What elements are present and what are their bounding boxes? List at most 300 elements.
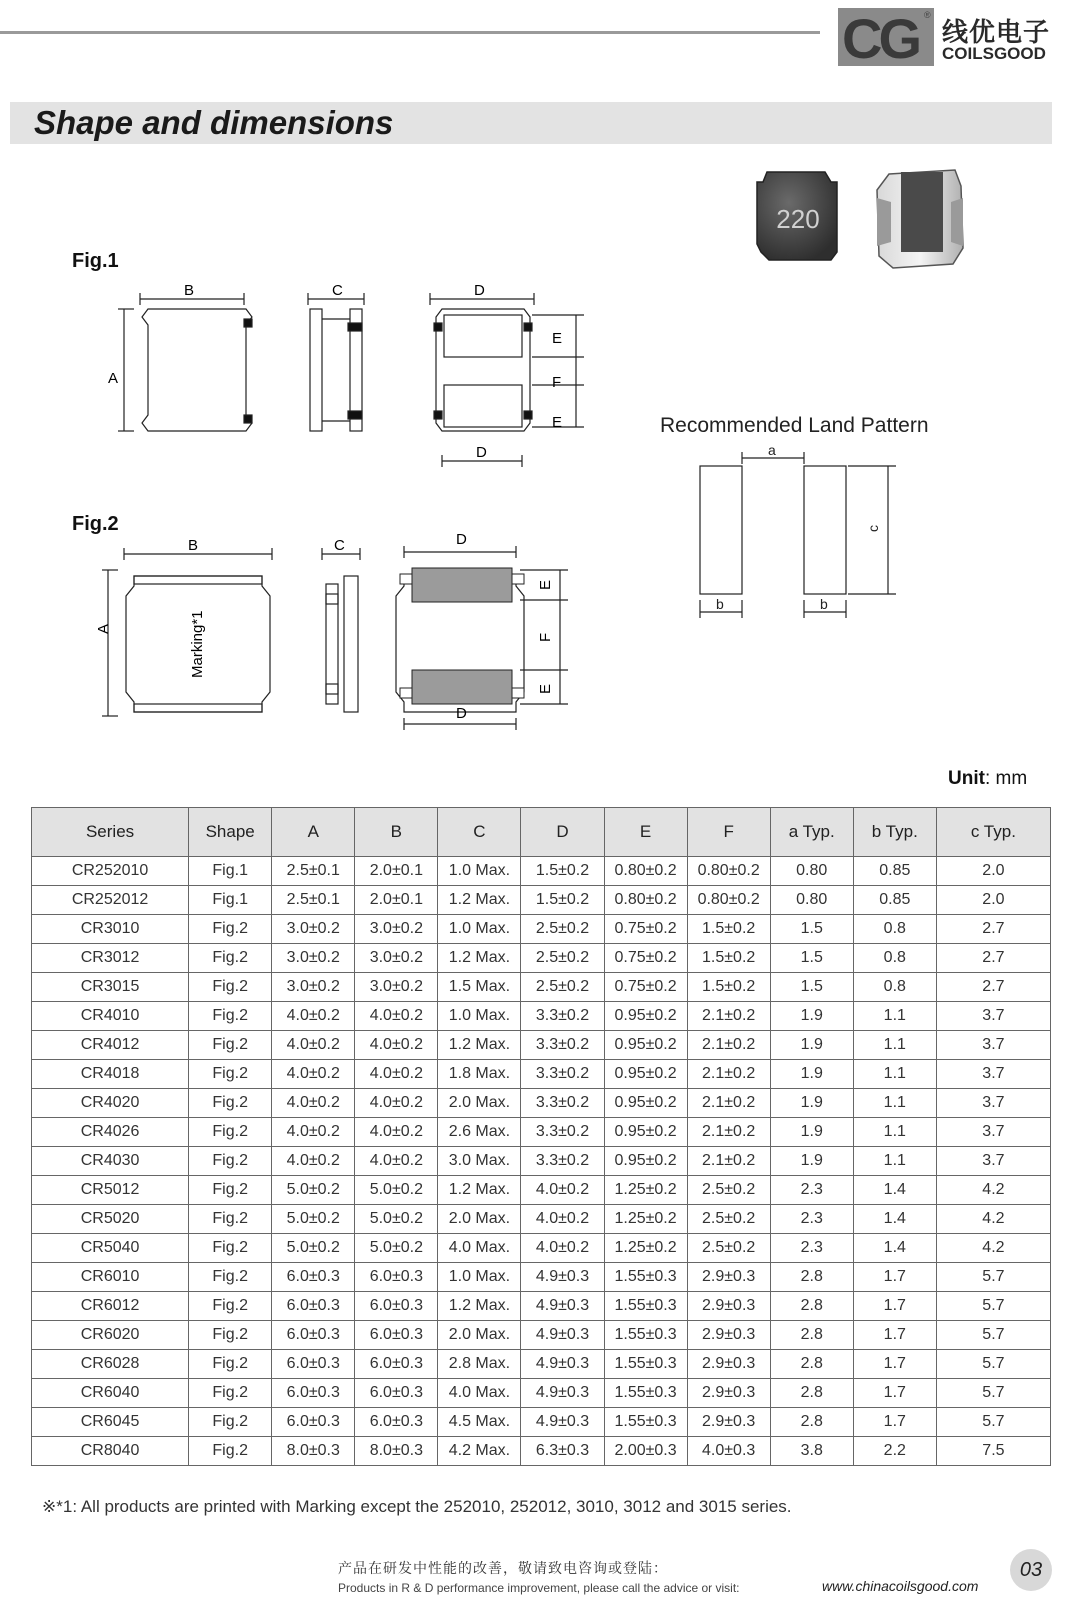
fig2-dim-d-bottom: D <box>456 705 467 722</box>
table-cell: 1.1 <box>853 1060 936 1089</box>
table-cell: 2.5±0.2 <box>521 973 604 1002</box>
fig1-pad <box>444 385 522 427</box>
land-dim-c: c <box>865 525 881 532</box>
table-cell: 4.0±0.2 <box>272 1089 355 1118</box>
table-row <box>32 1350 1051 1379</box>
table-cell: 0.85 <box>853 886 936 915</box>
table-cell: Fig.2 <box>189 1408 272 1437</box>
unit-value: : mm <box>984 768 1028 789</box>
table-cell: 2.3 <box>770 1234 853 1263</box>
column-header: D <box>521 808 604 857</box>
table-cell: 3.7 <box>936 1118 1050 1147</box>
table-cell: 1.55±0.3 <box>604 1263 687 1292</box>
table-cell: 1.7 <box>853 1379 936 1408</box>
table-cell: Fig.2 <box>189 1176 272 1205</box>
table-cell: 6.0±0.3 <box>355 1408 438 1437</box>
table-cell: 0.85 <box>853 857 936 886</box>
land-dim-b-left: b <box>716 596 724 612</box>
table-cell: Fig.2 <box>189 1060 272 1089</box>
table-cell: 2.0 Max. <box>438 1205 521 1234</box>
table-cell: 4.0±0.2 <box>355 1031 438 1060</box>
table-cell: 2.0±0.1 <box>355 857 438 886</box>
table-cell: CR8040 <box>32 1437 189 1466</box>
table-cell: 3.3±0.2 <box>521 1060 604 1089</box>
fig2-label: Fig.2 <box>72 513 119 535</box>
table-cell: 6.0±0.3 <box>355 1379 438 1408</box>
table-cell: 2.8 <box>770 1379 853 1408</box>
table-cell: 1.0 Max. <box>438 1002 521 1031</box>
fig2-side-view <box>326 584 338 704</box>
table-cell: 4.0±0.3 <box>687 1437 770 1466</box>
table-cell: 5.7 <box>936 1321 1050 1350</box>
table-cell: CR4012 <box>32 1031 189 1060</box>
table-cell: 3.7 <box>936 1147 1050 1176</box>
table-cell: 4.9±0.3 <box>521 1321 604 1350</box>
table-cell: 1.1 <box>853 1147 936 1176</box>
page-number: 03 <box>1010 1549 1052 1591</box>
fig1-dim-a: A <box>108 370 119 387</box>
table-cell: 3.3±0.2 <box>521 1002 604 1031</box>
table-cell: 6.0±0.3 <box>272 1292 355 1321</box>
table-cell: 4.2 <box>936 1205 1050 1234</box>
table-cell: 4.9±0.3 <box>521 1292 604 1321</box>
table-cell: 1.2 Max. <box>438 944 521 973</box>
table-cell: 1.0 Max. <box>438 1263 521 1292</box>
table-cell: CR4030 <box>32 1147 189 1176</box>
table-cell: 0.95±0.2 <box>604 1089 687 1118</box>
table-cell: 4.0±0.2 <box>355 1089 438 1118</box>
table-cell: 3.3±0.2 <box>521 1118 604 1147</box>
table-row <box>32 1031 1051 1060</box>
table-cell: 1.55±0.3 <box>604 1379 687 1408</box>
table-cell: 0.8 <box>853 944 936 973</box>
fig2-pad <box>412 670 512 704</box>
column-header: a Typ. <box>770 808 853 857</box>
table-cell: 1.9 <box>770 1002 853 1031</box>
table-cell: 6.0±0.3 <box>272 1263 355 1292</box>
table-body <box>32 857 1051 1466</box>
table-cell: 2.8 <box>770 1292 853 1321</box>
land-dim-a: a <box>768 442 776 458</box>
table-cell: 2.1±0.2 <box>687 1060 770 1089</box>
table-cell: 3.3±0.2 <box>521 1147 604 1176</box>
table-cell: 1.8 Max. <box>438 1060 521 1089</box>
fig1-dim-b: B <box>184 282 195 299</box>
company-logo <box>838 8 1068 70</box>
table-cell: 0.75±0.2 <box>604 973 687 1002</box>
dimensions-table <box>31 807 1051 1466</box>
table-cell: 7.5 <box>936 1437 1050 1466</box>
table-cell: CR3012 <box>32 944 189 973</box>
table-cell: Fig.2 <box>189 915 272 944</box>
fig1-dim-d-bottom: D <box>476 444 487 461</box>
table-cell: 1.5 <box>770 915 853 944</box>
fig1-dim-d-top: D <box>474 282 485 299</box>
table-cell: 6.0±0.3 <box>272 1379 355 1408</box>
table-cell: 2.0 <box>936 857 1050 886</box>
fig2-dim-d-top: D <box>456 531 467 548</box>
table-cell: 1.4 <box>853 1176 936 1205</box>
fig1-terminal <box>244 415 252 423</box>
table-cell: 2.2 <box>853 1437 936 1466</box>
table-cell: CR5040 <box>32 1234 189 1263</box>
fig2-dim-e-bottom: E <box>537 683 554 694</box>
table-cell: 5.0±0.2 <box>272 1176 355 1205</box>
table-cell: 1.55±0.3 <box>604 1292 687 1321</box>
table-cell: 3.7 <box>936 1002 1050 1031</box>
table-cell: CR6012 <box>32 1292 189 1321</box>
table-cell: 1.7 <box>853 1408 936 1437</box>
table-cell: 1.5±0.2 <box>687 944 770 973</box>
table-cell: 2.8 <box>770 1263 853 1292</box>
fig1-terminal <box>244 319 252 327</box>
fig2-drawing <box>90 531 610 750</box>
table-row <box>32 1263 1051 1292</box>
table-cell: 4.0±0.2 <box>272 1118 355 1147</box>
table-cell: 4.9±0.3 <box>521 1263 604 1292</box>
table-cell: 3.0 Max. <box>438 1147 521 1176</box>
table-cell: 2.5±0.1 <box>272 886 355 915</box>
fig1-dim-c: C <box>332 282 343 299</box>
table-cell: 2.0±0.1 <box>355 886 438 915</box>
table-cell: 4.0 Max. <box>438 1234 521 1263</box>
photo-marking-text: 220 <box>776 204 820 234</box>
table-cell: 2.5±0.1 <box>272 857 355 886</box>
table-cell: Fig.2 <box>189 1379 272 1408</box>
table-cell: Fig.2 <box>189 944 272 973</box>
table-cell: 0.95±0.2 <box>604 1060 687 1089</box>
table-row <box>32 915 1051 944</box>
table-cell: Fig.2 <box>189 1321 272 1350</box>
table-cell: 2.0 Max. <box>438 1089 521 1118</box>
table-cell: 4.5 Max. <box>438 1408 521 1437</box>
unit-label <box>948 768 1027 790</box>
table-cell: 0.80±0.2 <box>687 886 770 915</box>
table-cell: 2.1±0.2 <box>687 1089 770 1118</box>
table-row <box>32 1147 1051 1176</box>
table-row <box>32 1321 1051 1350</box>
table-cell: 4.9±0.3 <box>521 1379 604 1408</box>
logo-english-name: COILSGOOD <box>942 44 1046 63</box>
table-cell: 1.2 Max. <box>438 1292 521 1321</box>
table-cell: 2.6 Max. <box>438 1118 521 1147</box>
table-cell: 2.0 <box>936 886 1050 915</box>
table-cell: CR4018 <box>32 1060 189 1089</box>
table-cell: 2.9±0.3 <box>687 1350 770 1379</box>
table-cell: 2.8 <box>770 1408 853 1437</box>
table-cell: 0.95±0.2 <box>604 1002 687 1031</box>
table-cell: 0.80±0.2 <box>687 857 770 886</box>
table-cell: 4.2 <box>936 1234 1050 1263</box>
table-cell: CR6010 <box>32 1263 189 1292</box>
table-cell: 2.9±0.3 <box>687 1321 770 1350</box>
fig1-dim-e-top: E <box>552 330 563 347</box>
fig2-pad <box>412 568 512 602</box>
table-cell: Fig.2 <box>189 1089 272 1118</box>
product-photos <box>755 168 985 278</box>
table-cell: 1.1 <box>853 1002 936 1031</box>
table-row <box>32 973 1051 1002</box>
table-cell: Fig.1 <box>189 857 272 886</box>
unit-label-text: Unit <box>948 768 985 789</box>
table-cell: 3.3±0.2 <box>521 1089 604 1118</box>
footer-english-note: Products in R & D performance improvement, please call the advice or visit: <box>338 1581 740 1595</box>
table-cell: 2.9±0.3 <box>687 1292 770 1321</box>
fig1-side-view <box>310 309 322 431</box>
logo-chinese-name: 线优电子 <box>942 17 1051 47</box>
table-cell: 2.8 Max. <box>438 1350 521 1379</box>
table-cell: 2.5±0.2 <box>521 944 604 973</box>
column-header: E <box>604 808 687 857</box>
table-cell: 4.0±0.2 <box>521 1234 604 1263</box>
table-row <box>32 857 1051 886</box>
land-dim-b-right: b <box>820 596 828 612</box>
table-cell: 3.0±0.2 <box>355 973 438 1002</box>
table-row <box>32 886 1051 915</box>
inductor-photo-side <box>877 170 963 268</box>
table-cell: 6.0±0.3 <box>355 1350 438 1379</box>
table-cell: 6.0±0.3 <box>355 1292 438 1321</box>
table-cell: 1.1 <box>853 1089 936 1118</box>
table-cell: CR3015 <box>32 973 189 1002</box>
table-cell: 3.7 <box>936 1060 1050 1089</box>
table-cell: 1.4 <box>853 1234 936 1263</box>
table-cell: 8.0±0.3 <box>272 1437 355 1466</box>
table-cell: 2.7 <box>936 973 1050 1002</box>
table-cell: 4.0±0.2 <box>355 1002 438 1031</box>
table-cell: 1.2 Max. <box>438 886 521 915</box>
table-cell: 1.4 <box>853 1205 936 1234</box>
table-cell: 5.7 <box>936 1408 1050 1437</box>
table-cell: 5.0±0.2 <box>355 1176 438 1205</box>
table-cell: 6.3±0.3 <box>521 1437 604 1466</box>
table-cell: 0.80±0.2 <box>604 857 687 886</box>
table-cell: 2.9±0.3 <box>687 1379 770 1408</box>
table-row <box>32 1234 1051 1263</box>
table-cell: 1.5±0.2 <box>521 857 604 886</box>
logo-mark <box>838 7 934 70</box>
table-cell: 0.80 <box>770 857 853 886</box>
table-cell: Fig.2 <box>189 1147 272 1176</box>
table-cell: 2.8 <box>770 1350 853 1379</box>
table-cell: 2.0 Max. <box>438 1321 521 1350</box>
table-cell: CR6040 <box>32 1379 189 1408</box>
table-cell: 2.3 <box>770 1205 853 1234</box>
table-cell: Fig.2 <box>189 1031 272 1060</box>
table-cell: Fig.2 <box>189 1205 272 1234</box>
table-cell: 0.8 <box>853 973 936 1002</box>
fig1-bottom-view <box>436 309 530 431</box>
table-cell: Fig.2 <box>189 1437 272 1466</box>
table-cell: 1.5 <box>770 944 853 973</box>
table-cell: 4.0±0.2 <box>355 1060 438 1089</box>
table-cell: 5.0±0.2 <box>272 1234 355 1263</box>
table-cell: 1.25±0.2 <box>604 1234 687 1263</box>
table-cell: 1.2 Max. <box>438 1176 521 1205</box>
table-cell: 2.8 <box>770 1321 853 1350</box>
table-cell: 1.9 <box>770 1060 853 1089</box>
table-cell: CR4020 <box>32 1089 189 1118</box>
column-header: b Typ. <box>853 808 936 857</box>
table-cell: 4.2 <box>936 1176 1050 1205</box>
fig2-dim-a: A <box>95 623 112 634</box>
table-row <box>32 1408 1051 1437</box>
table-cell: 0.80 <box>770 886 853 915</box>
fig2-dim-c: C <box>334 537 345 554</box>
table-cell: Fig.2 <box>189 1292 272 1321</box>
table-cell: CR252010 <box>32 857 189 886</box>
table-cell: 6.0±0.3 <box>355 1321 438 1350</box>
table-cell: 2.7 <box>936 944 1050 973</box>
table-cell: 8.0±0.3 <box>355 1437 438 1466</box>
table-cell: 2.5±0.2 <box>521 915 604 944</box>
table-row <box>32 1292 1051 1321</box>
land-pad-left <box>700 466 742 594</box>
table-cell: CR4010 <box>32 1002 189 1031</box>
table-cell: 1.7 <box>853 1292 936 1321</box>
table-cell: 6.0±0.3 <box>355 1263 438 1292</box>
table-cell: 2.1±0.2 <box>687 1147 770 1176</box>
table-cell: 6.0±0.3 <box>272 1408 355 1437</box>
table-cell: 4.0±0.2 <box>272 1060 355 1089</box>
table-cell: 4.0±0.2 <box>272 1147 355 1176</box>
table-cell: 1.25±0.2 <box>604 1176 687 1205</box>
table-cell: 0.95±0.2 <box>604 1118 687 1147</box>
table-cell: 2.1±0.2 <box>687 1031 770 1060</box>
registered-mark: ® <box>924 10 931 20</box>
table-cell: 5.7 <box>936 1263 1050 1292</box>
footer-chinese-note: 产品在研发中性能的改善，敬请致电咨询或登陆： <box>338 1560 668 1576</box>
table-cell: 0.75±0.2 <box>604 915 687 944</box>
column-header: F <box>687 808 770 857</box>
column-header: B <box>355 808 438 857</box>
table-cell: 0.75±0.2 <box>604 944 687 973</box>
table-cell: 1.25±0.2 <box>604 1205 687 1234</box>
table-cell: 3.0±0.2 <box>272 944 355 973</box>
table-cell: Fig.2 <box>189 1263 272 1292</box>
table-cell: 1.0 Max. <box>438 915 521 944</box>
table-row <box>32 1437 1051 1466</box>
table-cell: CR5020 <box>32 1205 189 1234</box>
table-cell: 3.3±0.2 <box>521 1031 604 1060</box>
table-cell: 1.5±0.2 <box>687 915 770 944</box>
column-header: A <box>272 808 355 857</box>
table-cell: 0.8 <box>853 915 936 944</box>
table-cell: 0.80±0.2 <box>604 886 687 915</box>
table-cell: 3.8 <box>770 1437 853 1466</box>
table-cell: 2.5±0.2 <box>687 1234 770 1263</box>
logo-letters: CG <box>842 7 918 70</box>
table-cell: 4.0±0.2 <box>355 1147 438 1176</box>
table-cell: 3.7 <box>936 1031 1050 1060</box>
table-cell: 5.0±0.2 <box>355 1205 438 1234</box>
table-cell: CR6020 <box>32 1321 189 1350</box>
table-cell: 2.00±0.3 <box>604 1437 687 1466</box>
table-row <box>32 1060 1051 1089</box>
table-cell: 4.0±0.2 <box>355 1118 438 1147</box>
table-cell: 1.55±0.3 <box>604 1321 687 1350</box>
fig2-dim-e-top: E <box>537 579 554 590</box>
fig2-dim-f: F <box>537 632 554 642</box>
table-cell: 2.9±0.3 <box>687 1408 770 1437</box>
table-cell: Fig.2 <box>189 1002 272 1031</box>
table-cell: 6.0±0.3 <box>272 1350 355 1379</box>
table-row <box>32 1118 1051 1147</box>
table-cell: 4.0±0.2 <box>521 1176 604 1205</box>
table-cell: CR6045 <box>32 1408 189 1437</box>
column-header: Shape <box>189 808 272 857</box>
fig1-dim-f: F <box>552 374 562 391</box>
section-title: Shape and dimensions <box>34 104 394 141</box>
land-pattern <box>660 410 960 630</box>
table-cell: 0.95±0.2 <box>604 1147 687 1176</box>
table-cell: 5.0±0.2 <box>355 1234 438 1263</box>
land-pad-right <box>804 466 846 594</box>
fig1-dim-e-bottom: E <box>552 414 563 431</box>
table-row <box>32 944 1051 973</box>
section-title-bar <box>10 102 1052 144</box>
table-cell: 1.7 <box>853 1263 936 1292</box>
table-cell: 5.0±0.2 <box>272 1205 355 1234</box>
table-cell: 6.0±0.3 <box>272 1321 355 1350</box>
table-cell: 1.5±0.2 <box>521 886 604 915</box>
table-cell: Fig.1 <box>189 886 272 915</box>
table-cell: 3.0±0.2 <box>272 973 355 1002</box>
table-row <box>32 1002 1051 1031</box>
table-cell: 4.0±0.2 <box>521 1205 604 1234</box>
table-cell: 2.7 <box>936 915 1050 944</box>
table-cell: 2.5±0.2 <box>687 1176 770 1205</box>
column-header: Series <box>32 808 189 857</box>
fig1-top-view <box>142 309 252 431</box>
table-row <box>32 1379 1051 1408</box>
table-cell: CR6028 <box>32 1350 189 1379</box>
table-cell: Fig.2 <box>189 1350 272 1379</box>
table-cell: 2.1±0.2 <box>687 1002 770 1031</box>
table-cell: 1.0 Max. <box>438 857 521 886</box>
table-cell: 2.1±0.2 <box>687 1118 770 1147</box>
table-cell: 4.2 Max. <box>438 1437 521 1466</box>
table-cell: Fig.2 <box>189 1234 272 1263</box>
footer-website-link[interactable]: www.chinacoilsgood.com <box>822 1578 979 1594</box>
table-cell: 1.1 <box>853 1031 936 1060</box>
column-header: C <box>438 808 521 857</box>
table-cell: 1.5 <box>770 973 853 1002</box>
fig1-pad <box>444 315 522 357</box>
table-cell: Fig.2 <box>189 973 272 1002</box>
fig2-dim-b: B <box>188 537 199 554</box>
fig2-marking-label: Marking*1 <box>189 610 206 678</box>
table-cell: 1.9 <box>770 1031 853 1060</box>
table-cell: CR252012 <box>32 886 189 915</box>
table-cell: 1.7 <box>853 1350 936 1379</box>
table-cell: 4.9±0.3 <box>521 1350 604 1379</box>
header-rule <box>0 31 820 34</box>
table-cell: 1.7 <box>853 1321 936 1350</box>
table-cell: 5.7 <box>936 1350 1050 1379</box>
fig1-label: Fig.1 <box>72 250 119 272</box>
table-row <box>32 1176 1051 1205</box>
table-cell: 2.9±0.3 <box>687 1263 770 1292</box>
table-cell: 1.1 <box>853 1118 936 1147</box>
land-pattern-title: Recommended Land Pattern <box>660 414 929 437</box>
table-cell: 1.9 <box>770 1118 853 1147</box>
table-cell: 1.5±0.2 <box>687 973 770 1002</box>
table-row <box>32 1205 1051 1234</box>
table-cell: 3.0±0.2 <box>355 944 438 973</box>
table-cell: 1.9 <box>770 1089 853 1118</box>
table-header-row <box>32 808 1051 857</box>
